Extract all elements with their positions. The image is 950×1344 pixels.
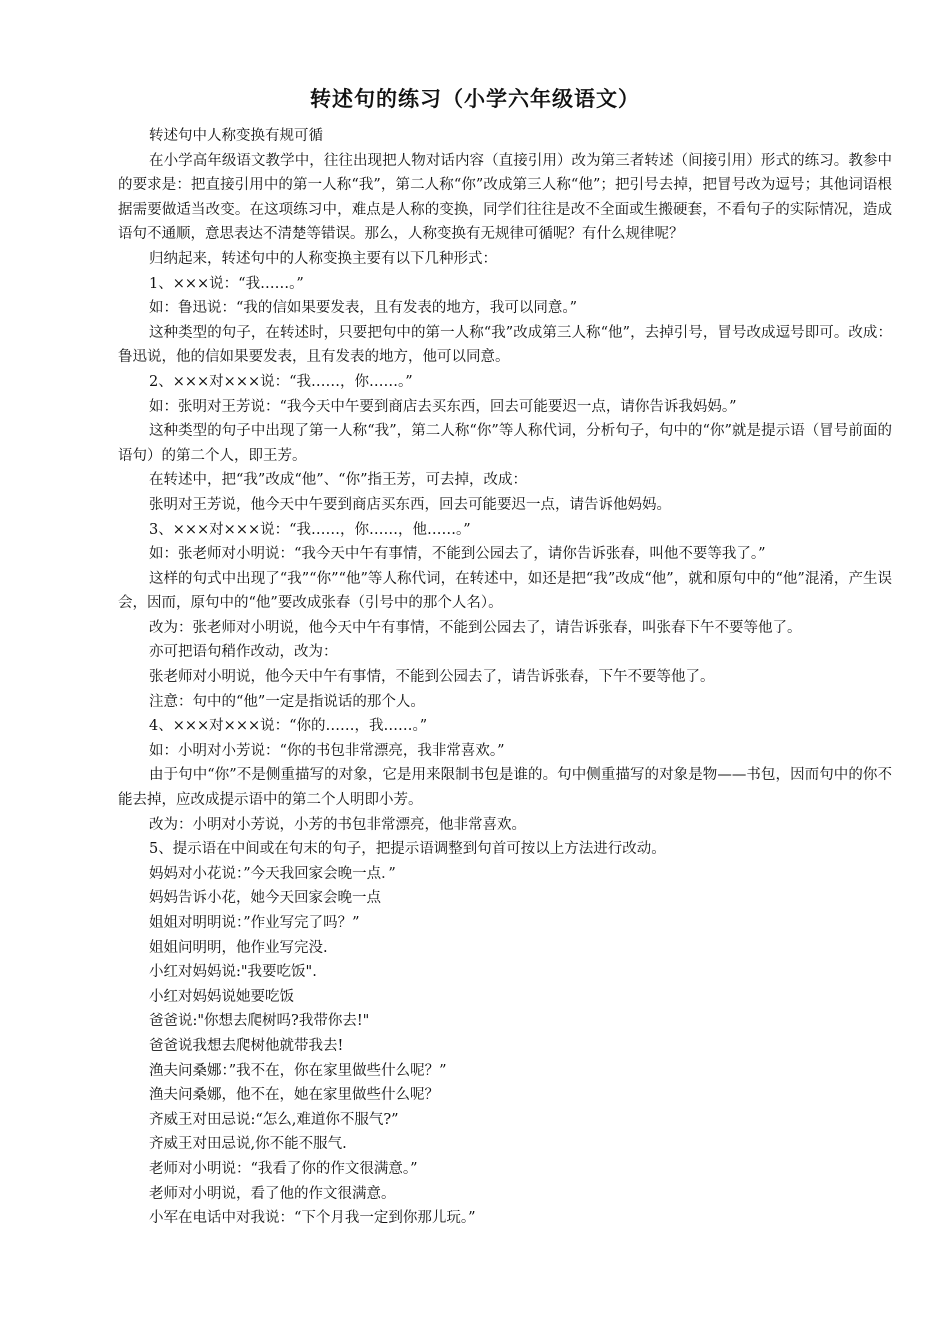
paragraph: 改为：小明对小芳说，小芳的书包非常漂亮，他非常喜欢。 <box>149 816 526 833</box>
paragraph: 齐威王对田忌说,你不能不服气. <box>149 1136 347 1153</box>
paragraph: 小红对妈妈说她要吃饭 <box>149 988 294 1005</box>
paragraph: 渔夫问桑娜：”我不在，你在家里做些什么呢？” <box>149 1062 447 1079</box>
paragraph: 由于句中“你”不是侧重描写的对象，它是用来限制书包是谁的。句中侧重描写的对象是物——书包，因而句中的你不能去掉，应改成提示语中的第二个人明即小芳。 <box>118 767 892 809</box>
paragraph: 这种类型的句子，在转述时，只要把句中的第一人称“我”改成第三人称“他”，去掉引号，冒号改成逗号即可。改成：鲁迅说，他的信如果要发表，且有发表的地方，他可以同意。 <box>118 324 892 366</box>
paragraph: 姐姐问明明，他作业写完没. <box>149 939 328 956</box>
paragraph: 渔夫问桑娜，他不在，她在家里做些什么呢？ <box>149 1087 439 1104</box>
paragraph: 归纳起来，转述句中的人称变换主要有以下几种形式： <box>149 250 497 267</box>
document-body <box>118 124 892 1231</box>
paragraph: 如：张明对王芳说：“我今天中午要到商店去买东西，回去可能要迟一点，请你告诉我妈妈。” <box>149 398 737 415</box>
paragraph: 姐姐对明明说：”作业写完了吗？” <box>149 915 360 931</box>
paragraph: 张老师对小明说，他今天中午有事情，不能到公园去了，请告诉张春，下午不要等他了。 <box>149 669 715 686</box>
paragraph: 妈妈对小花说：”今天我回家会晚一点．” <box>149 865 396 882</box>
paragraph: 改为：张老师对小明说，他今天中午有事情，不能到公园去了，请告诉张春，叫张春下午不要等他了。 <box>149 619 802 636</box>
paragraph: 小红对妈妈说:"我要吃饭". <box>149 964 317 981</box>
paragraph: 如：小明对小芳说：“你的书包非常漂亮，我非常喜欢。” <box>149 742 505 759</box>
paragraph: 在小学高年级语文教学中，往往出现把人物对话内容（直接引用）改为第三者转述（间接引用）形式的练习。教参中的要求是：把直接引用中的第一人称“我”，第二人称“你”改成第三人称“他”；把引号去掉，把冒号改为逗号；其他词语根据需要做适当改变。在这项练习中，难点是人称的变换，同学们往往是改不全面或生搬硬套，不看句子的实际情况，造成语句不通顺，意思表达不清楚等错误。那么，人称变换有无规律可循呢？有什么规律呢？ <box>118 152 892 243</box>
paragraph: 在转述中，把“我”改成“他”、“你”指王芳，可去掉，改成： <box>149 472 527 489</box>
paragraph: 齐威王对田忌说:“怎么,难道你不服气?” <box>149 1111 399 1128</box>
paragraph: 这样的句式中出现了“我”“你”“他”等人称代词，在转述中，如还是把“我”改成“他”，就和原句中的“他”混淆，产生误会，因而，原句中的“他”要改成张春（引号中的那个人名）。 <box>118 570 892 612</box>
document-title: 转述句的练习（小学六年级语文） <box>310 87 640 111</box>
paragraph: 1、×××说：“我……。” <box>149 275 304 292</box>
paragraph: 4、×××对×××说：“你的……，我……。” <box>149 718 428 735</box>
paragraph: 老师对小明说：“我看了你的作文很满意。” <box>149 1160 418 1177</box>
paragraph: 这种类型的句子中出现了第一人称“我”，第二人称“你”等人称代词，分析句子，句中的“你”就是提示语（冒号前面的语句）的第二个人，即王芳。 <box>118 423 892 464</box>
paragraph: 爸爸说:"你想去爬树吗?我带你去!" <box>149 1013 370 1030</box>
paragraph: 张明对王芳说，他今天中午要到商店买东西，回去可能要迟一点，请告诉他妈妈。 <box>149 496 671 513</box>
paragraph: 老师对小明说，看了他的作文很满意。 <box>149 1185 396 1202</box>
paragraph: 亦可把语句稍作改动，改为： <box>149 644 338 661</box>
paragraph: 注意：句中的“他”一定是指说话的那个人。 <box>149 693 425 710</box>
paragraph: 3、×××对×××说：“我……，你……，他……。” <box>149 521 471 538</box>
paragraph: 如：鲁迅说：“我的信如果要发表，且有发表的地方，我可以同意。” <box>149 300 578 317</box>
paragraph: 爸爸说我想去爬树他就带我去! <box>149 1037 344 1054</box>
paragraph: 如：张老师对小明说：“我今天中午有事情，不能到公园去了，请你告诉张春，叫他不要等我了。” <box>149 546 766 563</box>
paragraph: 转述句中人称变换有规可循 <box>149 128 323 144</box>
paragraph: 妈妈告诉小花，她今天回家会晚一点 <box>149 890 381 907</box>
paragraph: 5、提示语在中间或在句末的句子，把提示语调整到句首可按以上方法进行改动。 <box>149 841 666 858</box>
paragraph: 2、×××对×××说：“我……，你……。” <box>149 373 413 390</box>
paragraph: 小军在电话中对我说：“下个月我一定到你那儿玩。” <box>149 1210 476 1227</box>
